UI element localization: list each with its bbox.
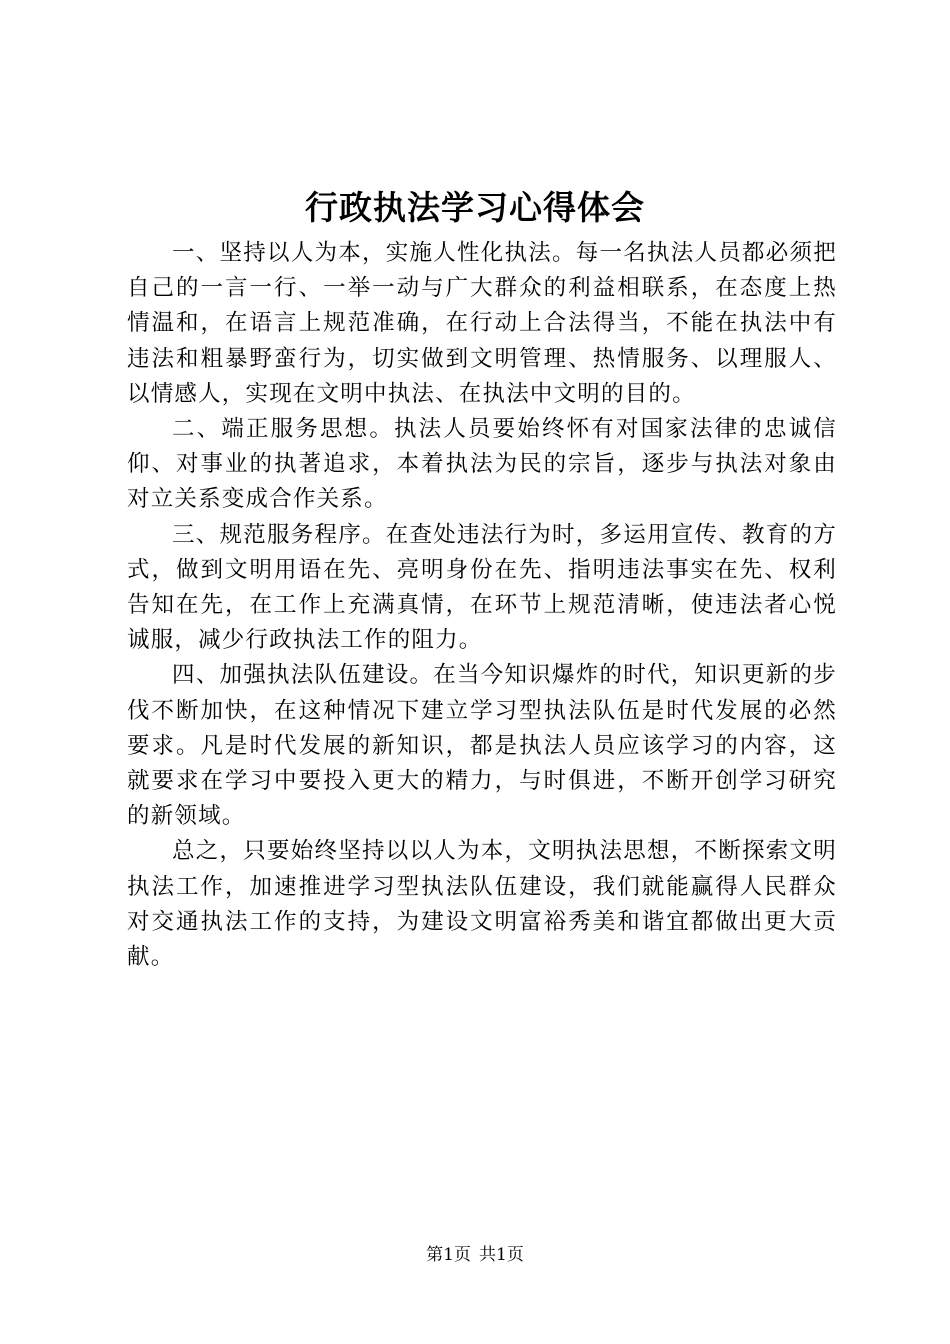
page-number-current: 第1页: [426, 1245, 471, 1265]
document-title: 行政执法学习心得体会: [305, 188, 645, 227]
paragraph-3: 三、规范服务程序。在查处违法行为时，多运用宣传、教育的方式，做到文明用语在先、亮明身份在先、指明违法事实在先、权利告知在先，在工作上充满真情，在环节上规范清晰，使违法者心悦诚服，减少行政执法工作的阻力。: [127, 521, 837, 654]
page-number-total: 共1页: [479, 1245, 524, 1265]
paragraph-4: 四、加强执法队伍建设。在当今知识爆炸的时代，知识更新的步伐不断加快，在这种情况下建立学习型执法队伍是时代发展的必然要求。凡是时代发展的新知识，都是执法人员应该学习的内容，这就要求在学习中要投入更大的精力，与时俱进，不断开创学习研究的新领域。: [127, 662, 837, 830]
paragraph-2: 二、端正服务思想。执法人员要始终怀有对国家法律的忠诚信仰、对事业的执著追求，本着执法为民的宗旨，逐步与执法对象由对立关系变成合作关系。: [127, 416, 837, 513]
document-body: [127, 236, 837, 975]
paragraph-1: 一、坚持以人为本，实施人性化执法。每一名执法人员都必须把自己的一言一行、一举一动与广大群众的利益相联系，在态度上热情温和，在语言上规范准确，在行动上合法得当，不能在执法中有违法和粗暴野蛮行为，切实做到文明管理、热情服务、以理服人、以情感人，实现在文明中执法、在执法中文明的目的。: [127, 240, 837, 407]
page-footer: [0, 1244, 950, 1266]
paragraph-5: 总之，只要始终坚持以以人为本，文明执法思想，不断探索文明执法工作，加速推进学习型执法队伍建设，我们就能赢得人民群众对交通执法工作的支持，为建设文明富裕秀美和谐宜都做出更大贡献。: [127, 838, 837, 971]
